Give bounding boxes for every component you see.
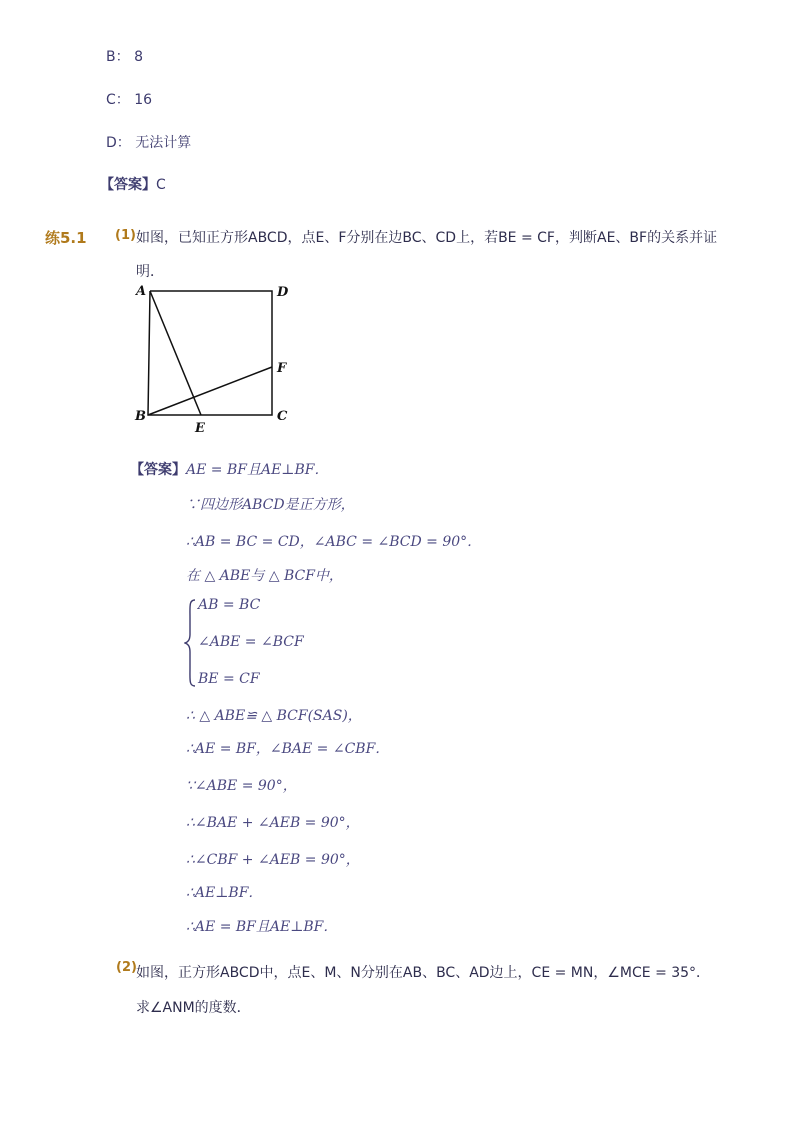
solution-step: ∵∠ABE = 90°， [186, 778, 297, 794]
option-value: 16 [134, 92, 153, 108]
option-d [106, 132, 191, 152]
vertex-label-a: A [136, 284, 147, 299]
option-label: B： [106, 49, 130, 65]
vertex-label-d: D [277, 285, 289, 300]
question-text-line2: 明． [136, 264, 164, 280]
question-text-line2: 求∠ANM的度数． [136, 1000, 251, 1016]
system-equation: BE = CF [198, 671, 260, 687]
solution-step: ∴AE = BF且AE⊥BF． [186, 919, 338, 935]
answer-conclusion: AE = BF且AE⊥BF． [186, 462, 329, 478]
q1-answer-header [130, 459, 328, 479]
option-label: C： [106, 92, 130, 108]
left-brace [184, 598, 198, 688]
square-outline [148, 291, 272, 415]
previous-answer [100, 174, 166, 194]
segment-ae [150, 291, 201, 415]
solution-step: ∴AB = BC = CD，∠ABC = ∠BCD = 90°． [186, 534, 482, 550]
option-value: 无法计算 [135, 135, 192, 151]
option-b [106, 46, 143, 66]
option-c [106, 89, 152, 109]
option-label: D： [106, 135, 131, 151]
question-number: (2) [116, 960, 137, 975]
question-number: (1) [115, 228, 136, 243]
answer-label: 【答案】 [130, 462, 186, 478]
solution-step: ∴AE⊥BF． [186, 885, 263, 901]
answer-label: 【答案】 [100, 177, 156, 193]
solution-step: ∴AE = BF，∠BAE = ∠CBF． [186, 741, 390, 757]
question-text-line1: 如图，正方形ABCD中，点E、M、N分别在AB、BC、AD边上，CE = MN，∠MCE = 35°． [136, 965, 711, 981]
segment-bf [148, 367, 272, 415]
option-value: 8 [134, 49, 143, 65]
system-equation: ∠ABE = ∠BCF [198, 634, 304, 650]
solution-step: ∴ △ ABE≌ △ BCF(SAS)， [186, 708, 362, 724]
system-equation: AB = BC [198, 597, 261, 613]
square-figure [128, 282, 298, 437]
question-text-line1: 如图，已知正方形ABCD，点E、F分别在边BC、CD上，若BE = CF，判断AE、BF的关系并证 [136, 230, 718, 246]
solution-step: 在 △ ABE与 △ BCF中， [186, 568, 343, 584]
vertex-label-f: F [277, 361, 287, 376]
vertex-label-e: E [195, 421, 205, 436]
vertex-label-c: C [277, 409, 288, 424]
solution-step: ∴∠BAE + ∠AEB = 90°， [186, 815, 360, 831]
solution-step: ∴∠CBF + ∠AEB = 90°， [186, 852, 360, 868]
vertex-label-b: B [135, 409, 146, 424]
answer-value: C [156, 177, 166, 193]
exercise-label: 练5.1 [45, 229, 87, 247]
solution-step: ∵四边形ABCD是正方形， [186, 497, 355, 513]
